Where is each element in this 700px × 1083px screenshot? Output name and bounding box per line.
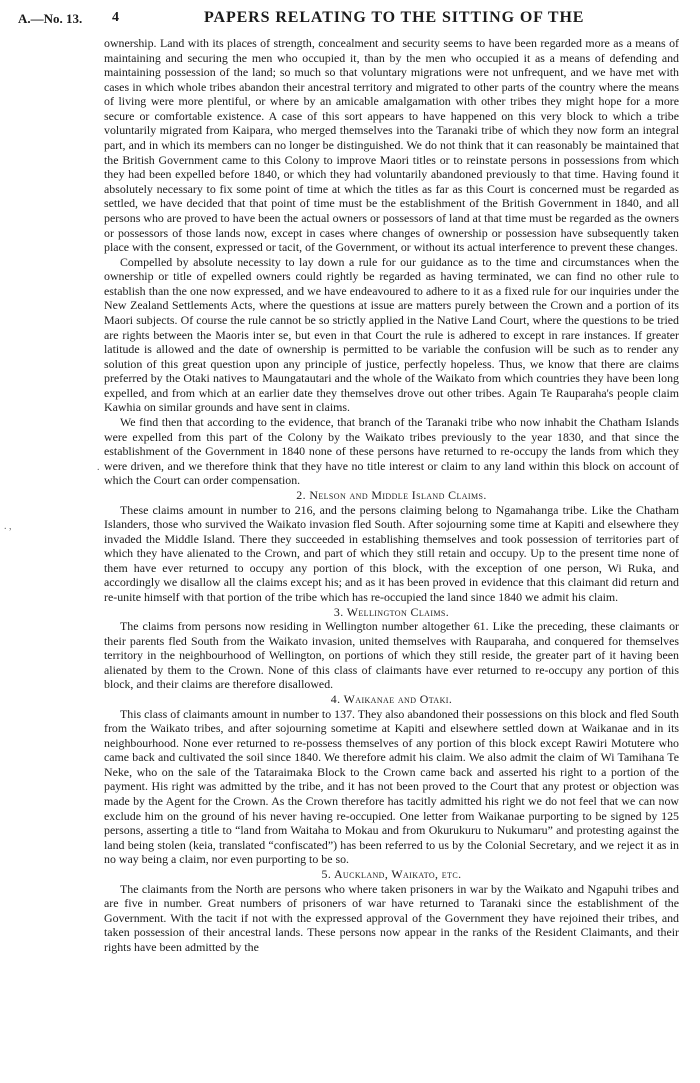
paragraph-rule: Compelled by absolute necessity to lay down a rule for our guidance as to the time and circumstances when the ownership or title of expelled owners could rightly be regarded as having terminated, we can find no other rule to establish than the one now expressed, and we have endeavoured to adhere to it as a fixed rule for our inquiries under the New Zealand Settlements Acts, where the questions at issue are matters purely between the Crown and a portion of its Maori subjects. Of course the rule cannot be so strictly applied in the Native Land Court, where the questions to be tried are rights between the Maoris inter se, but even in that Court the rule is adhered to except in rare instances. If greater latitude is allowed and the date of ownership is permitted to be variable the confusion will be such as to render any solution of this great question upon any principle of justice, perfectly hopeless. Thus, we know that there are claims preferred by the Otaki natives to Maungatautari and the whole of the Waikato from which countries they have been long expelled, and from which at an earlier date they themselves drove out other tribes. Again Te Rauparaha's people claim Kawhia on similar grounds and have sent in claims. (104, 254, 679, 415)
paragraph-chatham: We find then that according to the evidence, that branch of the Taranaki tribe who now inhabit the Chatham Islands were expelled from this part of the Colony by the Waikato tribes previously to the year 1830, and that since the establishment of the Government in 1840 none of these persons have returned to re-occupy the lands from which they were driven, and we therefore think that they have no title interest or claim to any land within this block on account of which the Court can order compensation. (104, 415, 679, 488)
section-heading-wellington: 3. Wellington Claims. (333, 604, 450, 619)
margin-mark: . , (4, 521, 12, 532)
paper-reference: A.—No. 13. (18, 11, 83, 26)
section-text-auckland: The claimants from the North are persons who where taken prisoners in war by the Waikato and Ngapuhi tribes and are five in number. Great numbers of prisoners of war have returned to Taranaki since the establishment of the Government. With the tacit if not with the expressed approval of the Government they have rejoined their tribes, and taken possession of their ancestral lands. These persons now appear in the ranks of the Resident Claimants, and their rights have been admitted by the (104, 881, 679, 954)
section-text-wellington: The claims from persons now residing in Wellington number altogether 61. Like the preceding, these claimants or their parents fled South from the Waikato invasion, united themselves with Rauparaha, and conquered for themselves territory in the neighbourhood of Wellington, on portions of which they still reside, the greater part of it having been alienated by them to the Crown. None of this class of claimants have ever returned to re-occupy any portion of this block, and their claims are therefore disallowed. (104, 619, 679, 692)
document-body (104, 36, 679, 954)
section-heading-waikanae: 4. Waikanae and Otaki. (330, 692, 453, 707)
section-heading-nelson: 2. Nelson and Middle Island Claims. (296, 487, 487, 502)
page-header (8, 8, 692, 30)
page-number: 4 (112, 10, 119, 25)
section-heading-auckland: 5. Auckland, Waikato, etc. (321, 866, 462, 881)
paragraph-ownership: ownership. Land with its places of strength, concealment and security seems to have been regarded more as a means of maintaining and securing the men who occupied it, than by the men who occupied it as a means of defending and maintaining possession of the land; so much so that voluntary migrations were not unfrequent, and we have met with cases in which whole tribes abandon their ancestral territory and migrated to other parts of the country where the means of living were more plentiful, or where by an amicable amalgamation with other tribes they might hope for a more secure or comfortable existence. A case of this sort appears to have happened on this very block to which a tribe voluntarily migrated from Kaipara, who merged themselves into the Taranaki tribe of which they now form an integral part, and in which its members can no longer be distinguished. We do not think that it can reasonably be maintained that the British Government came to this Colony to improve Maori titles or to reinstate persons in possessions from which they had been expelled before 1840, or which they had voluntarily abandoned previously to that time. Having found it absolutely necessary to fix some point of time at which the titles as far as this Court is concerned must be regarded as settled, we have decided that that point of time must be the establishment of the British Government in 1840, and all persons who are proved to have been the actual owners or possessors of land at that time must be regarded as the owners or possessors of those lands now, except in cases where changes of ownership or possession have subsequently taken place with the consent, expressed or tacit, of the Government, or without its actual interference to prevent these changes. (104, 36, 679, 255)
section-text-nelson: These claims amount in number to 216, and the persons claiming belong to Ngamahanga tribe. Like the Chatham Islanders, those who survived the Waikato invasion fled South. After sojourning some time at Kapiti and elsewhere they invaded the Middle Island. There they succeeded in establishing themselves and took possession of territories part of which they have alienated to the Crown, and part of which they still retain and occupy. Up to the present time none of them have ever returned to occupy any portion of this block, with the exception of one person, Wi Ruka, and accordingly we disallow all the claims except his; and as it has been proved in evidence that this claimant did return and re-unite himself with that portion of the tribe which has re-occupied the land since 1840 we admit his claim. (104, 502, 679, 604)
section-text-waikanae: This class of claimants amount in number to 137. They also abandoned their possessions on this block and fled South from the Waikato tribes, and after sojourning sometime at Kapiti and elsewhere settled down at Waikanae and in its neighbourhood. None ever returned to re-possess themselves of any portion of this block except Rawiri Motutere who came back and cultivated the soil since 1840. We therefore admit his claim. We also admit the claim of Wi Tamihana Te Neke, who on the sale of the Tataraimaka Block to the Crown came back and asserted his right to a portion of the payment. His right was admitted by the tribe, and it has not been proved to the Court that any protest or objection was made by the Agent for the Crown. As the Crown therefore has tacitly admitted his right we do not feel that we can now exclude him on the ground of his never having re-occupied. One letter from Waikanae purporting to be signed by 125 persons, asserting a title to “land from Waitaha to Mokau and from Okurukuru to Nukumaru” and protesting against the land being stolen (keia, translated “confiscated”) has been referred to us by the Colonial Secretary, and we reject it as in no way being a claim, nor even purporting to be so. (104, 706, 679, 867)
margin-mark-stray: . (97, 462, 100, 473)
running-title: PAPERS RELATING TO THE SITTING OF THE (204, 9, 585, 26)
